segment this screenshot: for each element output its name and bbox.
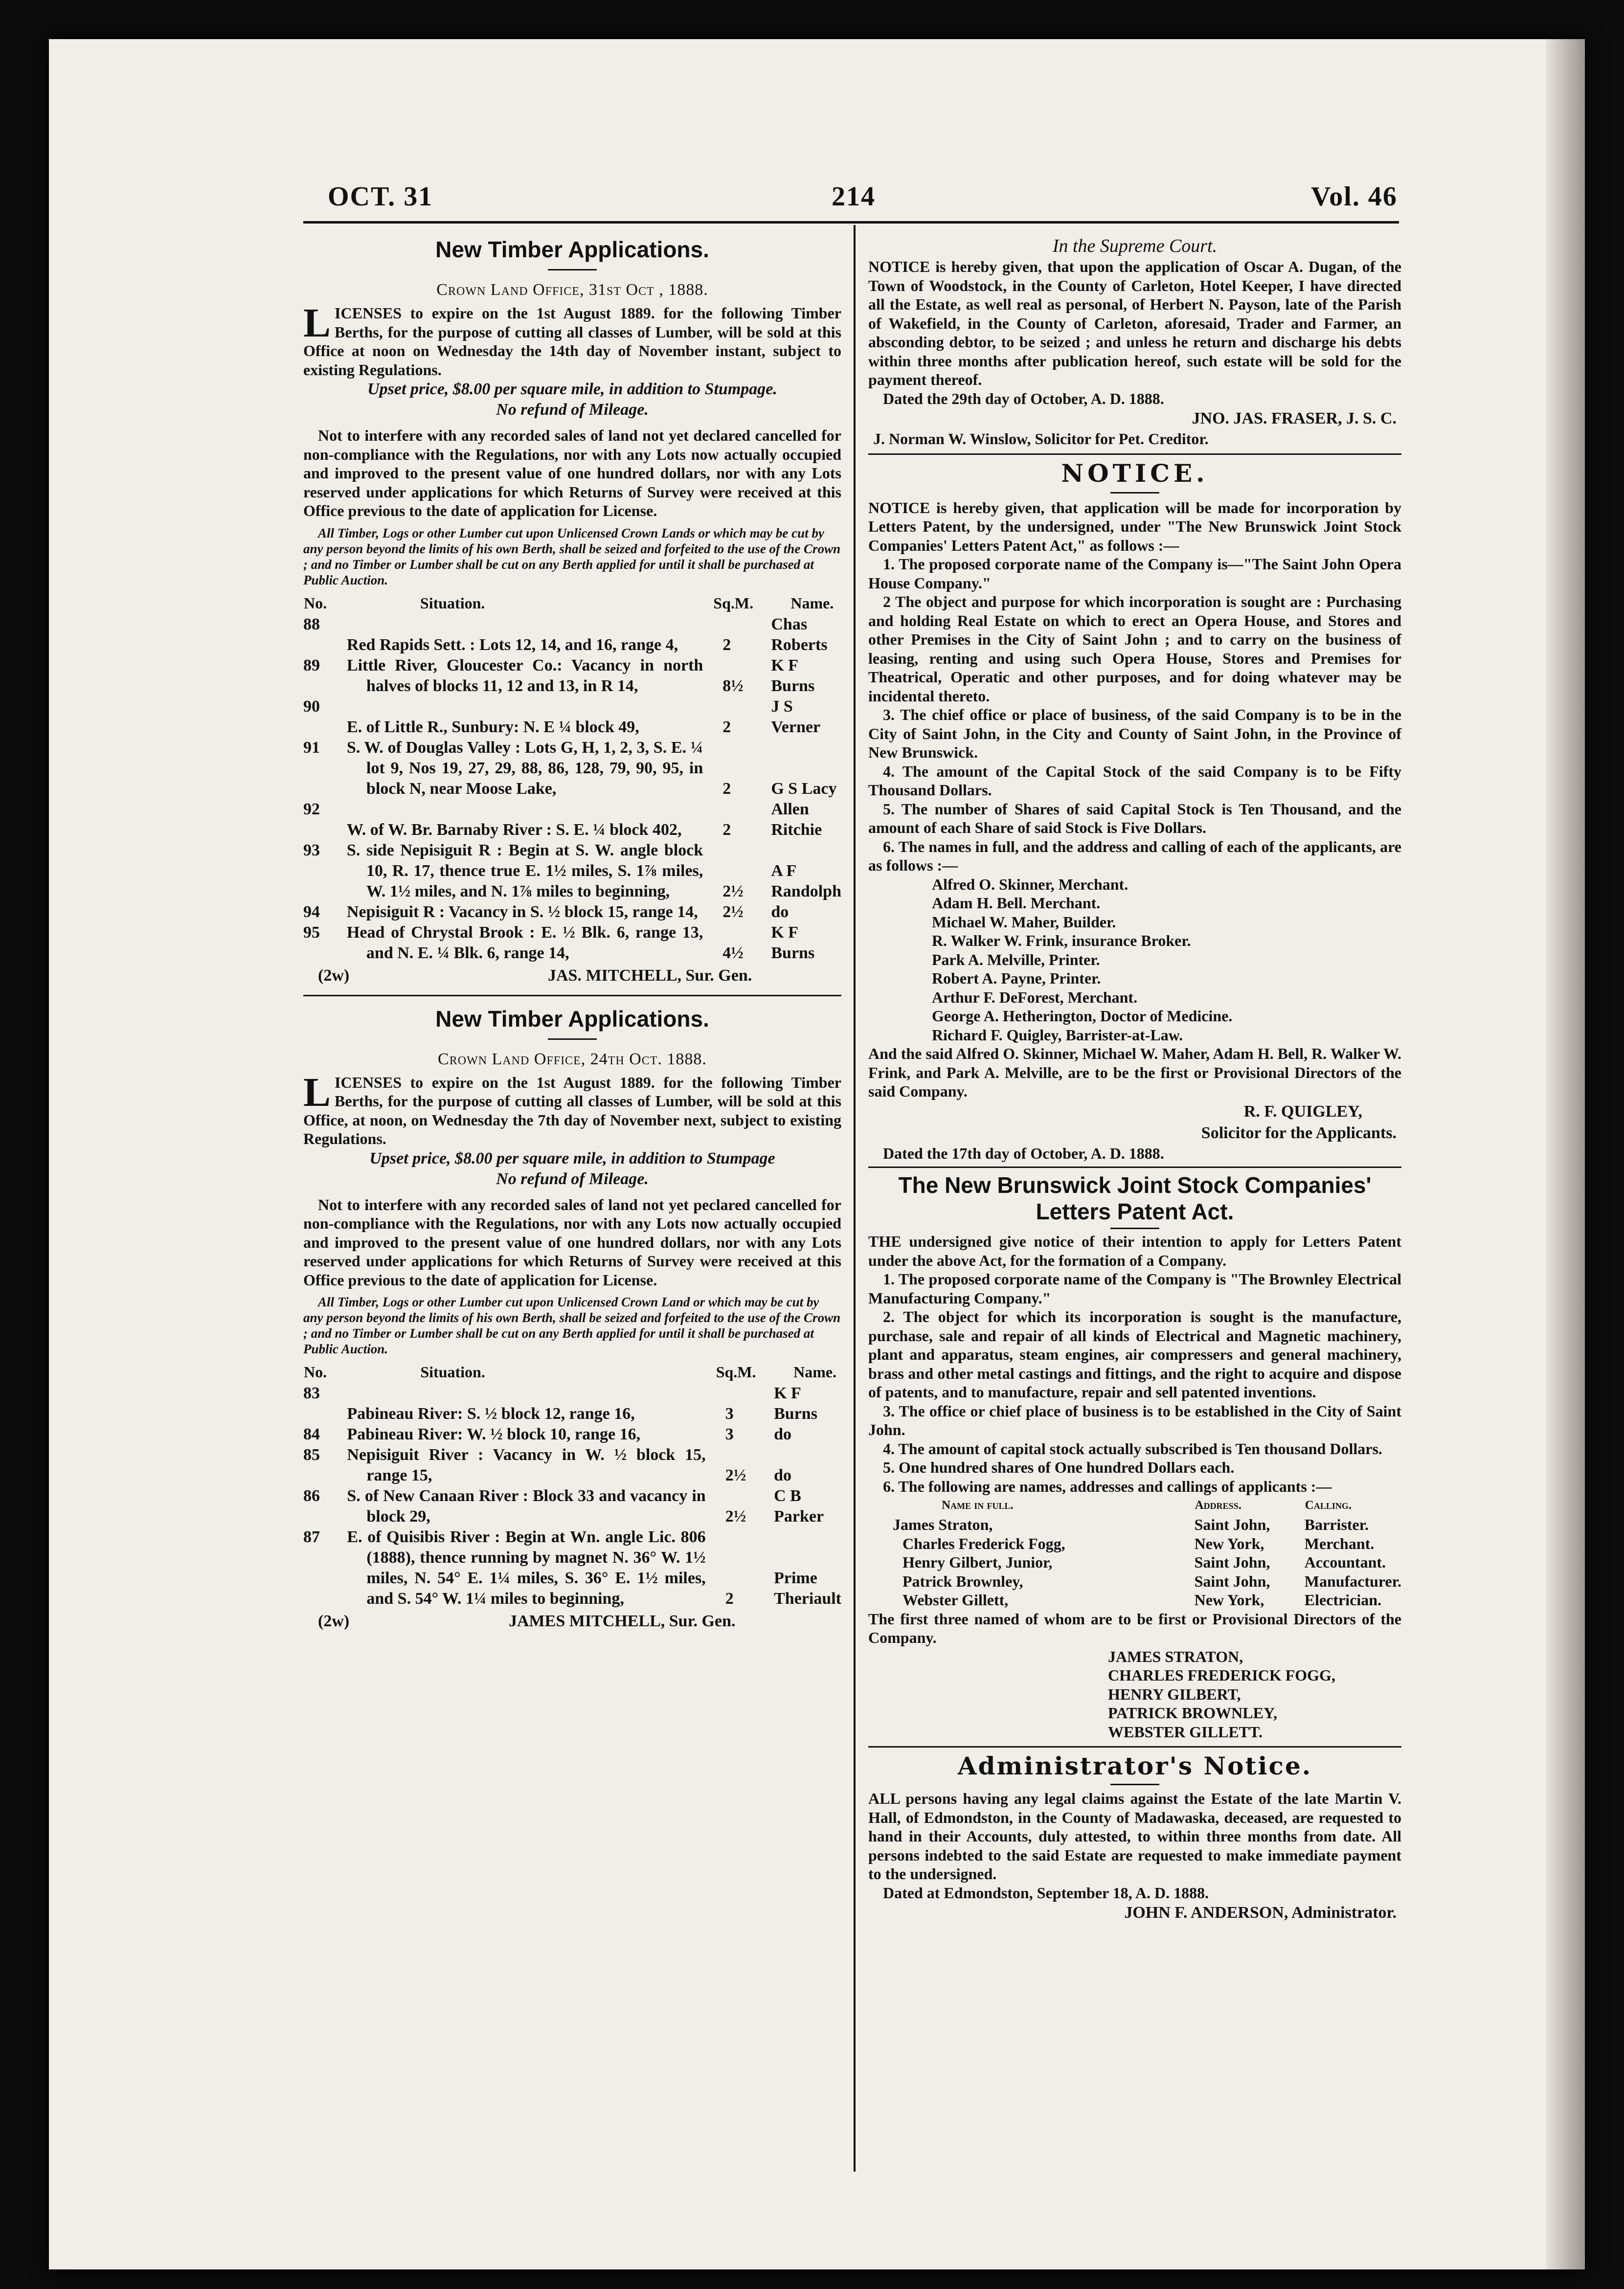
admin-body: ALL persons having any legal claims against the Estate of the late Martin V. Hall, of Edmondston, in the County of Madawaska, deceased, are requested to hand in their Accounts, duly attested, to within three months from date. All persons indebted to the said Estate are requested to make immediate payment to the undersigned.	[868, 1790, 1401, 1883]
notice-items	[868, 555, 1401, 875]
license-paragraph: LICENSES to expire on the 1st August 1889. for the following Timber Berths, for the purpose of cutting all classes of Lumber, will be sold at this Office, at noon, on Wednesday the 7th day of November next, subject to existing Regulations.	[303, 1069, 841, 1147]
calls-header-calling: Calling.	[1305, 1499, 1352, 1512]
warning-paragraph: All Timber, Logs or other Lumber cut upon Unlicensed Crown Land or which may be cut by any person beyond the limits of his own Berth, shall be seized and forfeited to the use of the Crown ; and no Timber or Lumber shall be cut on any Berth applied for until it shall be purchased at Public Auction.	[303, 1295, 841, 1356]
col-header-sqm: Sq.M.	[713, 594, 754, 612]
col-header-no: No.	[304, 594, 327, 612]
applicant-name: Arthur F. DeForest, Merchant.	[932, 988, 1138, 1006]
applicant-address: New York,	[1194, 1591, 1264, 1609]
timber-section-1	[303, 235, 841, 990]
row-situation: Pabineau River: W. ½ block 10, range 16,	[347, 1425, 641, 1443]
list-item: 2. The object for which its incorporation is sought is the manufacture, purchase, sale and repair of all kinds of Electrical and Magnetic machinery, plant and apparatus, steam engines, air compressers and general machinery, brass and other metal castings and fittings, and the right to acquire and dispose of patents, and to manufacture, repair and sell patented inventions.	[868, 1308, 1401, 1401]
applicant-address: Saint John,	[1194, 1553, 1270, 1571]
row-name: J S Verner	[771, 697, 821, 736]
row-number: 84	[303, 1425, 320, 1443]
signer-name: HENRY GILBERT,	[1108, 1685, 1241, 1703]
office-line: Crown Land Office, 31st Oct , 1888.	[436, 281, 708, 299]
applicant-calling: Barrister.	[1304, 1516, 1369, 1533]
table-row	[303, 922, 841, 964]
table-row	[303, 1486, 841, 1527]
court-dated: Dated the 29th day of October, A. D. 1888.	[883, 389, 1164, 407]
table-row	[303, 1424, 841, 1445]
list-item: 6. The names in full, and the address and calling of each of the applicants, are as follows :—	[868, 837, 1401, 874]
brownley-closing: The first three named of whom are to be first or Provisional Directors of the Company.	[868, 1610, 1401, 1646]
header-page-number: 214	[832, 181, 876, 212]
col-header-no: No.	[304, 1363, 327, 1381]
table-row	[868, 1591, 1401, 1610]
signature-line	[303, 966, 841, 990]
row-sqm: 2	[722, 718, 731, 736]
applicant-calling: Accountant.	[1304, 1553, 1386, 1571]
col-header-name: Name.	[790, 594, 834, 612]
table-row	[868, 1572, 1401, 1591]
title-rule	[548, 1038, 597, 1040]
applicant-name: Michael W. Maher, Builder.	[932, 913, 1116, 931]
license-paragraph: LICENSES to expire on the 1st August 1889. for the following Timber Berths, for the purpose of cutting all classes of Lumber, will be sold at this Office at noon on Wednesday the 14th day of November instant, subject to existing Regulations.	[303, 300, 841, 379]
applicant-name: R. Walker W. Frink, insurance Broker.	[932, 932, 1191, 949]
row-name: Chas Roberts	[771, 615, 828, 654]
list-item: 3. The office or chief place of business is to be established in the City of Saint John.	[868, 1402, 1401, 1438]
office-line: Crown Land Office, 24th Oct. 1888.	[438, 1050, 707, 1068]
section-rule	[868, 1167, 1401, 1168]
header-volume: Vol. 46	[1311, 181, 1398, 212]
title-rule	[1110, 1784, 1159, 1785]
column-left	[303, 235, 841, 1636]
applicants-table	[868, 1496, 1401, 1610]
supreme-court-notice	[868, 235, 1401, 449]
section-rule	[303, 995, 841, 996]
table-row	[303, 1445, 841, 1486]
row-number: 90	[303, 697, 320, 716]
applicant-calling: Merchant.	[1304, 1534, 1375, 1552]
row-sqm: 4½	[722, 943, 744, 962]
page-gutter	[1546, 39, 1585, 2269]
row-situation: Head of Chrystal Brook : E. ½ Blk. 6, range 13, and N. E. ¼ Blk. 6, range 14,	[346, 923, 703, 962]
row-number: 92	[303, 800, 320, 818]
col-header-situation: Situation.	[420, 1363, 485, 1381]
row-situation: E. of Quisibis River : Begin at Wn. angle Lic. 806 (1888), thence running by magnet N. 36° W. 1½ miles, N. 54° E. 1¼ miles, S. 36° E. 1½ miles, and S. 54° W. 1¼ miles to beginning,	[347, 1528, 706, 1608]
row-name: K F Burns	[771, 923, 815, 962]
row-situation: Red Rapids Sett. : Lots 12, 14, and 16, range 4,	[346, 635, 678, 654]
upset-price: Upset price, $8.00 per square mile, in addition to Stumpage	[369, 1149, 775, 1167]
row-sqm: 2½	[725, 1466, 746, 1484]
signer-name: JAMES STRATON,	[1108, 1647, 1243, 1665]
surveyor-signature: JAS. MITCHELL, Sur. Gen.	[548, 966, 752, 985]
brownley-items	[868, 1270, 1401, 1496]
column-right	[868, 235, 1401, 1924]
row-name: K F Burns	[771, 656, 815, 695]
row-situation: S. side Nepisiguit R : Begin at S. W. angle block 10, R. 17, thence true E. 1½ miles, S. 1⅞ miles, W. 1½ miles, and N. 1⅞ miles to beginning,	[346, 841, 703, 900]
notice-closing: And the said Alfred O. Skinner, Michael W. Maher, Adam H. Bell, R. Walker W. Frink, and Park A. Melville, are to be the first or Provisional Directors of the said Company.	[868, 1045, 1401, 1100]
applicant-full-name: Webster Gillett,	[902, 1591, 1009, 1609]
row-number: 87	[303, 1528, 320, 1546]
row-situation: Pabineau River: S. ½ block 12, range 16,	[347, 1405, 635, 1423]
court-title: In the Supreme Court.	[1052, 236, 1218, 256]
title-rule	[1110, 492, 1159, 494]
refund-note: No refund of Mileage.	[496, 401, 649, 419]
row-number: 93	[303, 841, 320, 859]
signer-name: PATRICK BROWNLEY,	[1108, 1704, 1278, 1722]
list-item: 1. The proposed corporate name of the Company is "The Brownley Electrical Manufacturing Company."	[868, 1270, 1401, 1307]
row-sqm: 2½	[722, 882, 744, 900]
row-situation: S. W. of Douglas Valley : Lots G, H, 1, 2, 3, S. E. ¼ lot 9, Nos 19, 27, 29, 88, 86, 128, 79, 90, 95, in block N, near Moose Lake,	[346, 738, 703, 798]
notice-title: NOTICE.	[1061, 458, 1209, 488]
brownley-notice	[868, 1172, 1401, 1741]
title-rule	[548, 269, 597, 270]
table-row	[303, 902, 841, 922]
row-number: 91	[303, 738, 320, 757]
row-sqm: 2	[722, 779, 731, 798]
row-situation: Little River, Gloucester Co.: Vacancy in north halves of blocks 11, 12 and 13, in R 14,	[346, 656, 703, 695]
applicant-name: Adam H. Bell. Merchant.	[932, 894, 1101, 912]
row-sqm: 2½	[722, 902, 744, 921]
table-row	[303, 1383, 841, 1424]
section-rule	[868, 453, 1401, 455]
row-name: C B Parker	[774, 1487, 824, 1526]
row-number: 94	[303, 902, 320, 921]
signer-name: CHARLES FREDERICK FOGG,	[1108, 1666, 1335, 1684]
gazette-page	[49, 39, 1585, 2269]
brownley-signers	[868, 1647, 1401, 1742]
applicant-calling: Manufacturer.	[1304, 1572, 1401, 1590]
administrator-notice	[868, 1750, 1401, 1924]
row-sqm: 3	[725, 1425, 734, 1443]
signature-line	[303, 1612, 841, 1636]
row-name: do	[774, 1425, 792, 1443]
col-header-sqm: Sq.M.	[716, 1363, 756, 1381]
applicant-name: George A. Hetherington, Doctor of Medicine.	[932, 1007, 1233, 1025]
row-sqm: 2	[722, 635, 731, 654]
table-row	[868, 1553, 1401, 1572]
row-sqm: 3	[725, 1405, 734, 1423]
berth-table	[303, 592, 841, 964]
row-situation: W. of W. Br. Barnaby River : S. E. ¼ block 402,	[346, 820, 682, 839]
upset-price: Upset price, $8.00 per square mile, in addition to Stumpage.	[367, 380, 777, 398]
section-title: New Timber Applications.	[435, 237, 709, 262]
insertion-mark: (2w)	[318, 1612, 350, 1630]
list-item: 1. The proposed corporate name of the Company is—"The Saint John Opera House Company."	[868, 555, 1401, 592]
insertion-mark: (2w)	[318, 966, 350, 985]
admin-title: Administrator's Notice.	[957, 1751, 1312, 1780]
applicant-name: Robert A. Payne, Printer.	[932, 969, 1101, 987]
row-situation: E. of Little R., Sunbury: N. E ¼ block 49,	[346, 718, 639, 736]
opera-house-notice	[868, 458, 1401, 1163]
calls-header-name: Name in full.	[942, 1499, 1014, 1512]
row-name: A F Randolph	[771, 861, 841, 900]
court-body: NOTICE is hereby given, that upon the application of Oscar A. Dugan, of the Town of Woodstock, in the County of Carleton, Hotel Keeper, I have directed all the Estate, as well real as personal, of Herbert N. Payson, late of the Parish of Wakefield, in the County of Carleton, aforesaid, Trader and Farmer, an absconding debtor, to be seized ; and unless he return and discharge his debts within three months after publication hereof, such estate will be sold for the payment thereof.	[868, 258, 1401, 388]
notice-dated: Dated the 17th day of October, A. D. 1888.	[883, 1144, 1164, 1162]
table-row	[303, 799, 841, 840]
table-row	[303, 840, 841, 902]
interfere-paragraph: Not to interfere with any recorded sales of land not yet declared cancelled for non-compliance with the Regulations, nor with any Lots now actually occupied and improved to the present value of one hundred dollars, nor with any Lots reserved under applications for which Returns of Survey were received at this Office previous to the date of application for License.	[303, 426, 841, 519]
interfere-paragraph: Not to interfere with any recorded sales of land not yet peclared cancelled for non-compliance with the Regulations, nor with any Lots now actually occupied and improved to the present value of one hundred dollars, nor with any Lots reserved under applications for which Returns of Survey were received at this Office previous to the date of application for License.	[303, 1195, 841, 1289]
row-name: do	[771, 902, 789, 921]
row-sqm: 2	[725, 1590, 734, 1608]
header-rule	[303, 221, 1399, 224]
col-header-name: Name.	[793, 1363, 837, 1381]
applicant-name: Park A. Melville, Printer.	[932, 950, 1100, 968]
table-row	[303, 1527, 841, 1609]
table-row	[303, 696, 841, 738]
col-header-situation: Situation.	[420, 594, 485, 612]
list-item: 5. One hundred shares of One hundred Dollars each.	[883, 1459, 1235, 1476]
row-sqm: 2	[722, 820, 731, 839]
applicant-address: New York,	[1194, 1534, 1264, 1552]
notice-signer: R. F. QUIGLEY,	[1243, 1102, 1362, 1121]
row-situation: Nepisiguit River : Vacancy in W. ½ block 15, range 15,	[347, 1446, 706, 1484]
row-situation: S. of New Canaan River : Block 33 and vacancy in block 29,	[347, 1487, 706, 1526]
row-number: 95	[303, 923, 320, 942]
row-sqm: 2½	[725, 1507, 746, 1526]
act-title-line2: Letters Patent Act.	[1036, 1199, 1234, 1224]
signer-name: WEBSTER GILLETT.	[1108, 1723, 1263, 1741]
surveyor-signature: JAMES MITCHELL, Sur. Gen.	[509, 1612, 736, 1630]
applicant-names	[868, 875, 1401, 1045]
applicant-calling: Electrician.	[1304, 1591, 1382, 1609]
row-name: K F Burns	[774, 1384, 817, 1423]
row-name: Prime Theriault	[774, 1569, 842, 1608]
list-item: 5. The number of Shares of said Capital Stock is Ten Thousand, and the amount of each Share of said Stock is Five Dollars.	[868, 800, 1401, 836]
row-name: do	[774, 1466, 792, 1484]
applicant-address: Saint John,	[1194, 1516, 1270, 1533]
applicant-name: Alfred O. Skinner, Merchant.	[932, 875, 1128, 893]
row-number: 88	[303, 615, 320, 633]
drop-cap: L	[303, 300, 331, 346]
list-item: 3. The chief office or place of business, of the said Company is to be in the City of Saint John, in the City and County of Saint John, in the Province of New Brunswick.	[868, 706, 1401, 761]
row-sqm: 8½	[722, 676, 744, 695]
row-situation: Nepisiguit R : Vacancy in S. ½ block 15, range 14,	[346, 902, 698, 921]
list-item: 6. The following are names, addresses and callings of applicants :—	[883, 1477, 1332, 1495]
admin-signer: JOHN F. ANDERSON, Administrator.	[1124, 1904, 1397, 1922]
row-number: 85	[303, 1446, 320, 1464]
act-title-line1: The New Brunswick Joint Stock Companies'	[898, 1172, 1372, 1198]
applicant-full-name: James Straton,	[893, 1516, 993, 1533]
table-row	[303, 614, 841, 655]
judge-signature: JNO. JAS. FRASER, J. S. C.	[1192, 409, 1397, 427]
notice-signer-role: Solicitor for the Applicants.	[1201, 1123, 1397, 1142]
applicant-full-name: Charles Frederick Fogg,	[902, 1534, 1065, 1552]
list-item: 2 The object and purpose for which incorporation is sought are : Purchasing and holding Real Estate on which to erect an Opera House, and Stores and other Premises in the City of Saint John ; and to carry on the business of leasing, renting and using such Opera House, Stores and Premises for Theatrical, Operatic and other purposes, and for doing whatever may be incidental thereto.	[868, 593, 1401, 705]
row-name: G S Lacy	[771, 779, 837, 798]
applicant-full-name: Patrick Brownley,	[902, 1572, 1023, 1590]
column-divider	[854, 225, 856, 2172]
title-rule	[1110, 1228, 1159, 1229]
table-row	[303, 738, 841, 799]
header-date: OCT. 31	[328, 181, 433, 212]
table-row	[868, 1534, 1401, 1553]
section-title: New Timber Applications.	[435, 1006, 709, 1032]
refund-note: No refund of Mileage.	[496, 1169, 649, 1188]
row-number: 83	[303, 1384, 320, 1402]
applicant-name: Richard F. Quigley, Barrister-at-Law.	[932, 1026, 1183, 1044]
admin-dated: Dated at Edmondston, September 18, A. D. 1888.	[883, 1884, 1209, 1902]
timber-section-2	[303, 1004, 841, 1636]
row-number: 86	[303, 1487, 320, 1505]
list-item: 4. The amount of capital stock actually subscribed is Ten thousand Dollars.	[883, 1439, 1382, 1458]
table-row	[868, 1515, 1401, 1534]
court-solicitor: J. Norman W. Winslow, Solicitor for Pet. Creditor.	[873, 430, 1209, 448]
notice-intro: NOTICE is hereby given, that application will be made for incorporation by Letters Patent, by the undersigned, under "The New Brunswick Joint Stock Companies' Letters Patent Act," as follows :—	[868, 498, 1401, 554]
warning-paragraph: All Timber, Logs or other Lumber cut upon Unlicensed Crown Lands or which may be cut by any person beyond the limits of his own Berth, shall be seized and forfeited to the use of the Crown ; and no Timber or Lumber shall be cut on any Berth applied for until it shall be purchased at Public Auction.	[303, 525, 841, 587]
applicant-full-name: Henry Gilbert, Junior,	[902, 1553, 1053, 1571]
brownley-intro: THE undersigned give notice of their intention to apply for Letters Patent under the above Act, for the formation of a Company.	[868, 1233, 1401, 1269]
calls-header-address: Address.	[1195, 1499, 1241, 1512]
table-row	[303, 655, 841, 696]
applicant-address: Saint John,	[1194, 1572, 1270, 1590]
drop-cap: L	[303, 1069, 331, 1115]
list-item: 4. The amount of the Capital Stock of the said Company is to be Fifty Thousand Dollars.	[868, 762, 1401, 799]
row-number: 89	[303, 656, 320, 674]
section-rule	[868, 1746, 1401, 1748]
berth-table	[303, 1361, 841, 1609]
row-name: Allen Ritchie	[771, 800, 822, 839]
